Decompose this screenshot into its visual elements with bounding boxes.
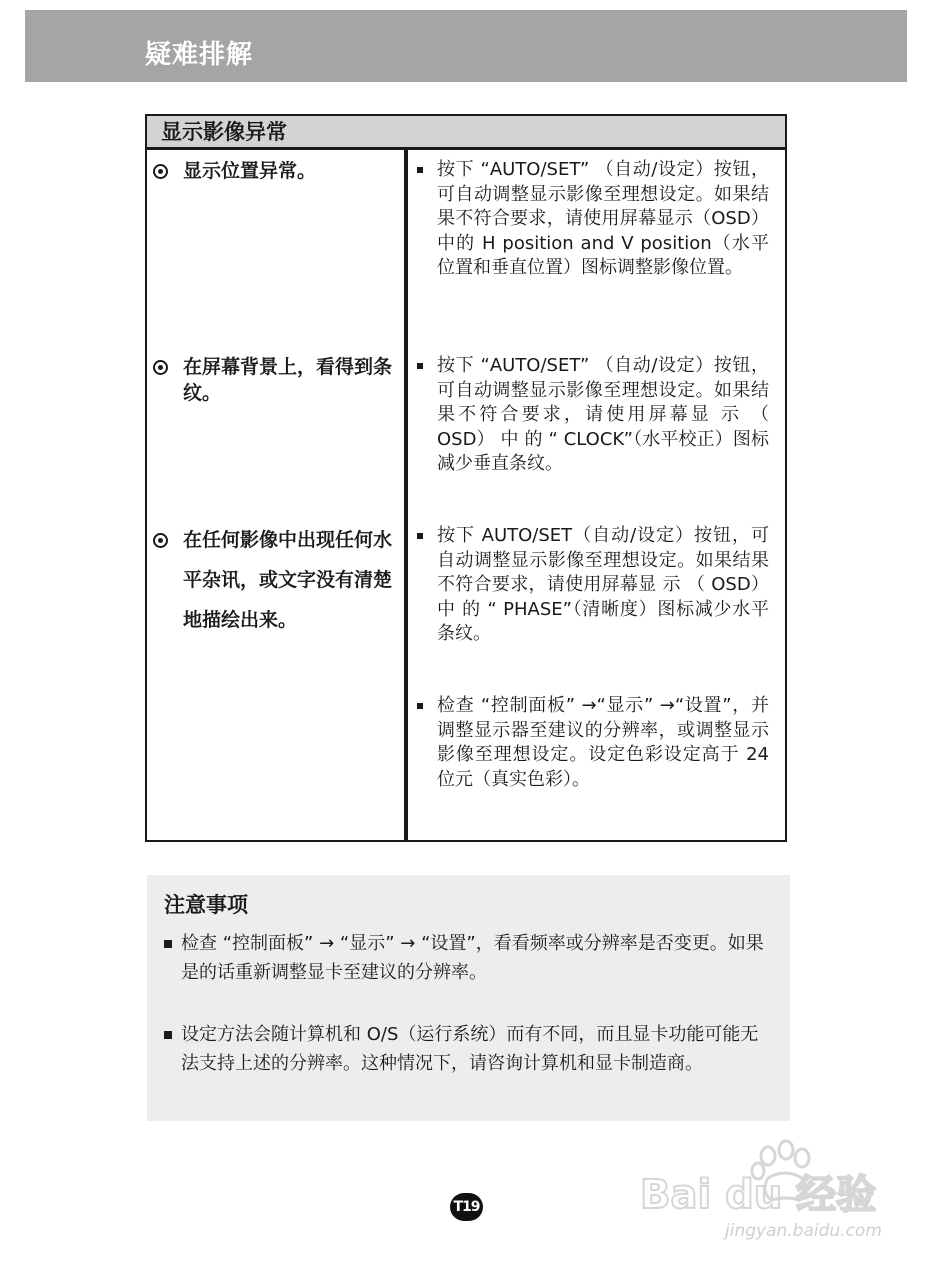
table-title: 显示影像异常: [161, 120, 287, 144]
solution-item: [417, 694, 769, 792]
problem-item: [153, 354, 399, 406]
square-bullet-icon: [417, 167, 423, 173]
troubleshooting-table: [145, 114, 787, 842]
notes-box: [147, 875, 790, 1121]
baidu-watermark-logo: [640, 1138, 890, 1228]
notes-title: 注意事项: [164, 893, 248, 917]
note-item: [164, 929, 764, 987]
solution-text: 按下 “AUTO/SET” （自动/设定）按钮，可自动调整显示影像至理想设定。如果结果不符合要求，请使用屏幕显 示 （ OSD） 中 的 “ CLOCK”（水平校正）图标减少垂直条纹。: [437, 355, 769, 474]
page-number-badge: T19: [450, 1193, 483, 1221]
watermark-logo-text: Bai du 经验: [640, 1172, 877, 1218]
solution-text: 按下 “AUTO/SET” （自动/设定）按钮，可自动调整显示影像至理想设定。如果结果不符合要求，请使用屏幕显示（OSD）中的 H position and V position（水平位置和垂直位置）图标调整影像位置。: [437, 159, 769, 278]
table-header: [147, 116, 785, 150]
square-bullet-icon: [417, 363, 423, 369]
note-text: 设定方法会随计算机和 O/S（运行系统）而有不同，而且显卡功能可能无法支持上述的分辨率。这种情况下，请咨询计算机和显卡制造商。: [181, 1024, 759, 1074]
watermark-url: jingyan.baidu.com: [725, 1221, 882, 1241]
solution-item: [417, 158, 769, 281]
solution-text: 按下 AUTO/SET（自动/设定）按钮，可自动调整显示影像至理想设定。如果结果不符合要求，请使用屏幕显 示 （ OSD） 中 的 “ PHASE”（清晰度）图标减少水平条纹。: [437, 525, 769, 644]
solution-text: 检查 “控制面板” →“显示” →“设置”，并调整显示器至建议的分辨率，或调整显示影像至理想设定。设定色彩设定高于 24 位元（真实色彩）。: [437, 695, 769, 790]
square-bullet-icon: [417, 533, 423, 539]
square-bullet-icon: [164, 1031, 172, 1039]
page-title: 疑难排解: [145, 40, 254, 70]
square-bullet-icon: [164, 940, 172, 948]
problem-text: 在屏幕背景上，看得到条纹。: [183, 356, 393, 404]
column-divider: [404, 150, 408, 840]
circle-bullet-icon: [153, 360, 168, 375]
circle-bullet-icon: [153, 164, 168, 179]
problem-text: 在任何影像中出现任何水平杂讯，或文字没有清楚地描绘出来。: [183, 529, 393, 631]
solution-item: [417, 524, 769, 647]
square-bullet-icon: [417, 703, 423, 709]
problem-item: [153, 158, 399, 184]
solution-item: [417, 354, 769, 477]
problem-text: 显示位置异常。: [183, 160, 317, 182]
note-item: [164, 1020, 764, 1078]
circle-bullet-icon: [153, 533, 168, 548]
problem-item: [153, 520, 399, 640]
note-text: 检查 “控制面板” → “显示” → “设置”，看看频率或分辨率是否变更。如果是的话重新调整显卡至建议的分辨率。: [181, 933, 764, 983]
